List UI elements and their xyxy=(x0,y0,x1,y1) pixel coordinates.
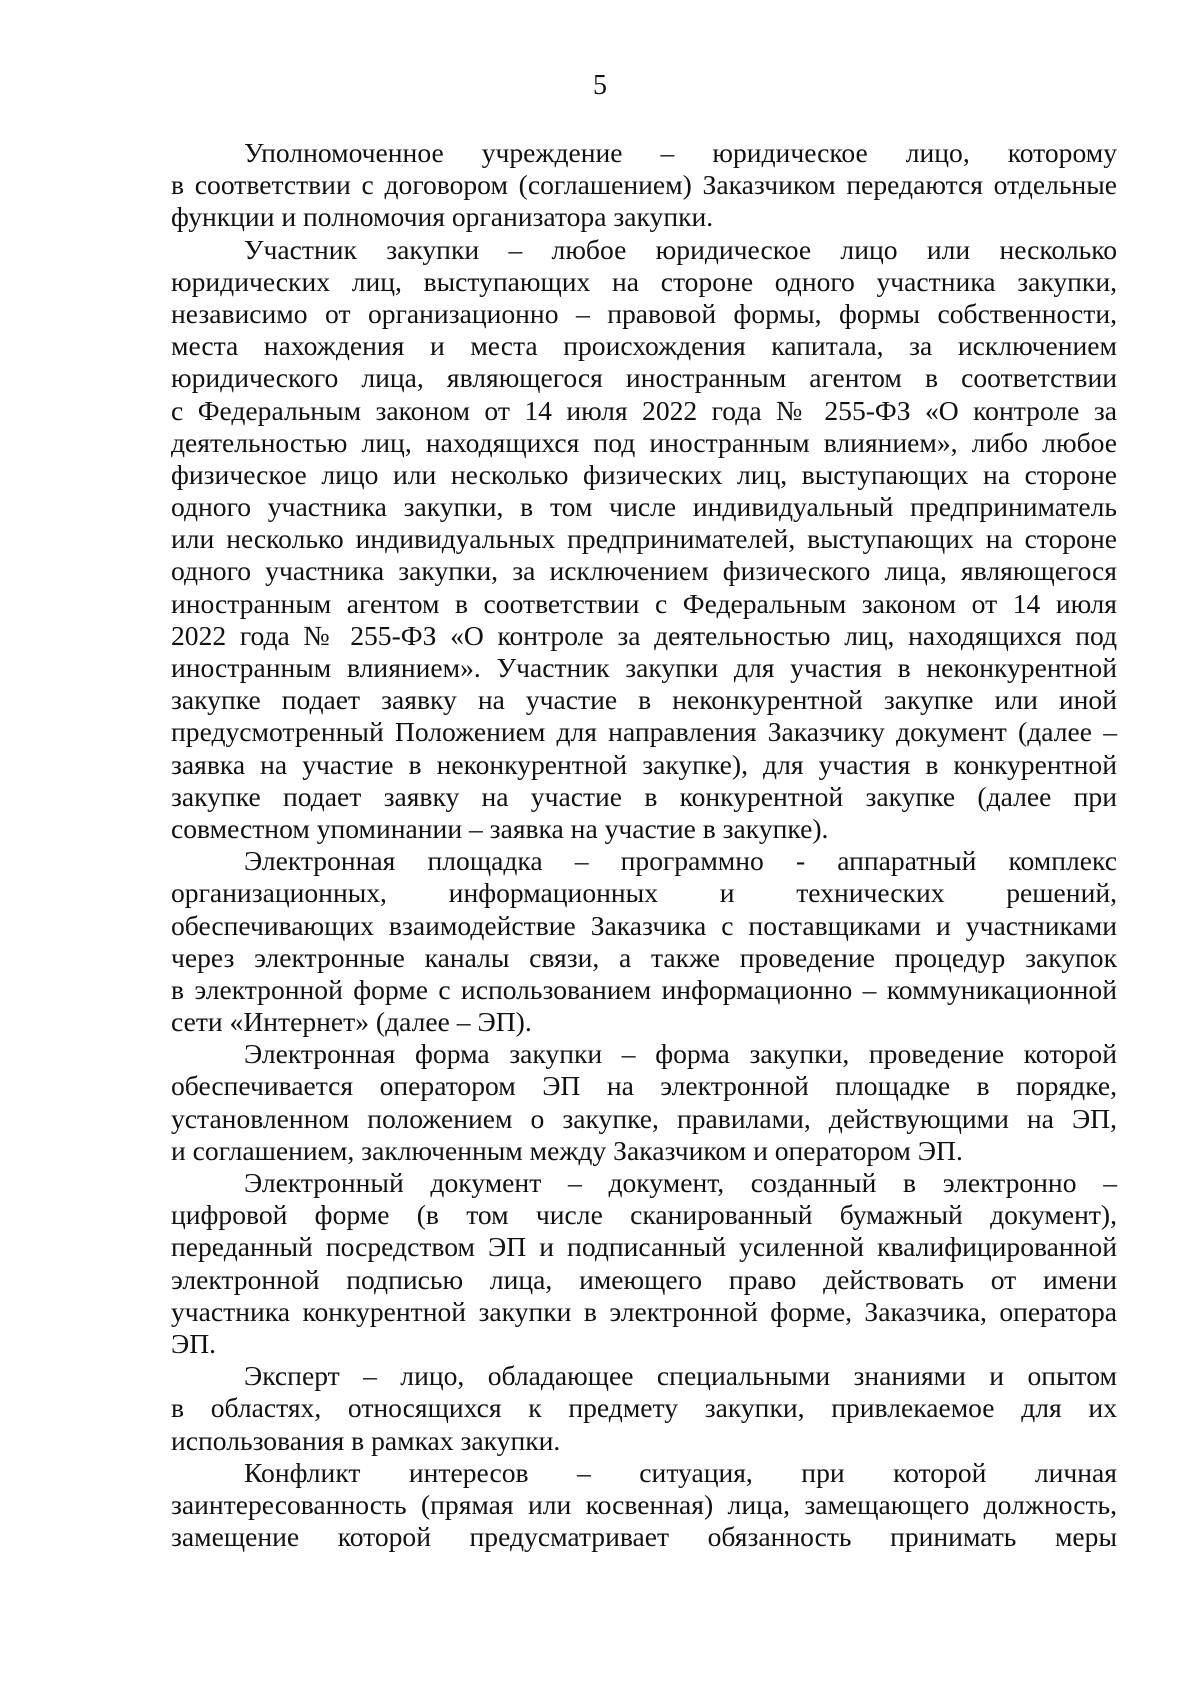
text-line: через электронные каналы связи, а также проведение процедур закупок xyxy=(171,941,1117,973)
text-line: использования в рамках закупки. xyxy=(171,1424,561,1456)
text-line: иностранным агентом в соответствии с Федеральным законом от 14 июля xyxy=(171,587,1117,619)
text-line: заинтересованность (прямая или косвенная) лица, замещающего должность, xyxy=(171,1488,1117,1520)
text-line: Конфликт интересов – ситуация, при которой личная xyxy=(244,1456,1117,1488)
paragraph xyxy=(171,1457,1117,1554)
text-line: независимо от организационно – правовой формы, формы собственности, xyxy=(171,297,1117,329)
document-body xyxy=(171,137,1117,1553)
text-line: электронной подписью лица, имеющего право действовать от имени xyxy=(171,1263,1117,1295)
text-line: сети «Интернет» (далее – ЭП). xyxy=(171,1006,532,1038)
text-line: Уполномоченное учреждение – юридическое лицо, которому xyxy=(244,137,1117,168)
text-line: в соответствии с договором (соглашением) Заказчиком передаются отдельные xyxy=(171,169,1117,201)
paragraph xyxy=(171,1360,1117,1457)
paragraph xyxy=(171,845,1117,1038)
text-line: Электронная форма закупки – форма закупки, проведение которой xyxy=(244,1038,1117,1070)
text-line: юридических лиц, выступающих на стороне одного участника закупки, xyxy=(171,265,1117,297)
text-line: с Федеральным законом от 14 июля 2022 года № 255-ФЗ «О контроле за xyxy=(171,394,1117,426)
paragraph xyxy=(171,1167,1117,1360)
text-line: Электронная площадка – программно - аппаратный комплекс xyxy=(244,845,1117,877)
text-line: предусмотренный Положением для направления Заказчику документ (далее – xyxy=(171,716,1117,748)
text-line: закупке подает заявку на участие в неконкурентной закупке или иной xyxy=(171,684,1117,716)
text-line: иностранным влиянием». Участник закупки для участия в неконкурентной xyxy=(171,652,1117,683)
text-line: места нахождения и места происхождения капитала, за исключением xyxy=(171,330,1117,362)
text-line: Эксперт – лицо, обладающее специальными знаниями и опытом xyxy=(244,1360,1117,1392)
text-line: цифровой форме (в том числе сканированный бумажный документ), xyxy=(171,1199,1117,1231)
text-line: совместном упоминании – заявка на участие в закупке). xyxy=(171,812,829,844)
text-line: в электронной форме с использованием информационно – коммуникационной xyxy=(171,973,1117,1005)
text-line: Электронный документ – документ, созданный в электронно – xyxy=(244,1167,1117,1198)
text-line: обеспечивается оператором ЭП на электронной площадке в порядке, xyxy=(171,1070,1117,1102)
text-line: одного участника закупки, в том числе индивидуальный предприниматель xyxy=(171,491,1117,523)
text-line: участника конкурентной закупки в электронной форме, Заказчика, оператора xyxy=(171,1295,1117,1327)
text-line: юридического лица, являющегося иностранным агентом в соответствии xyxy=(171,362,1117,394)
text-line: деятельностью лиц, находящихся под иностранным влиянием», либо любое xyxy=(171,426,1117,458)
text-line: и соглашением, заключенным между Заказчиком и оператором ЭП. xyxy=(171,1134,963,1166)
text-line: переданный посредством ЭП и подписанный усиленной квалифицированной xyxy=(171,1231,1117,1263)
text-line: замещение которой предусматривает обязанность принимать меры xyxy=(171,1521,1117,1553)
text-line: в областях, относящихся к предмету закупки, привлекаемое для их xyxy=(171,1392,1117,1424)
text-line: ЭП. xyxy=(171,1327,217,1359)
text-line: или несколько индивидуальных предпринимателей, выступающих на стороне xyxy=(171,523,1117,555)
text-line: Участник закупки – любое юридическое лицо или несколько xyxy=(244,233,1117,265)
text-line: 2022 года № 255-ФЗ «О контроле за деятельностью лиц, находящихся под xyxy=(171,619,1117,651)
text-line: одного участника закупки, за исключением физического лица, являющегося xyxy=(171,555,1117,587)
text-line: физическое лицо или несколько физических лиц, выступающих на стороне xyxy=(171,458,1117,490)
paragraph xyxy=(171,234,1117,846)
text-line: организационных, информационных и технических решений, xyxy=(171,877,1117,909)
text-line: установленном положением о закупке, правилами, действующими на ЭП, xyxy=(171,1102,1117,1134)
text-line: функции и полномочия организатора закупки. xyxy=(171,201,714,233)
text-line: обеспечивающих взаимодействие Заказчика с поставщиками и участниками xyxy=(171,909,1117,941)
paragraph xyxy=(171,1038,1117,1167)
text-line: заявка на участие в неконкурентной закупке), для участия в конкурентной xyxy=(171,748,1117,780)
page-number: 5 xyxy=(593,70,607,101)
text-line: закупке подает заявку на участие в конкурентной закупке (далее при xyxy=(171,780,1117,812)
paragraph xyxy=(171,137,1117,234)
